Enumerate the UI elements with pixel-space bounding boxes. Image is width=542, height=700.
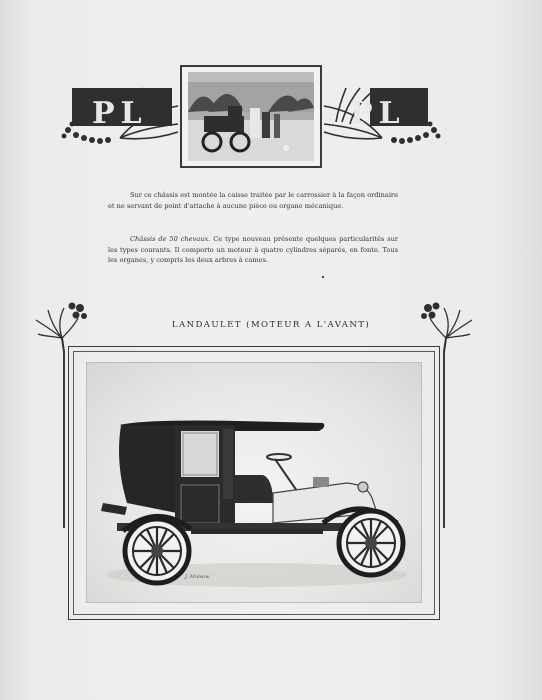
monogram-right: PL — [350, 96, 406, 131]
plate-title: LANDAULET (MOTEUR A L'AVANT) — [171, 320, 371, 330]
landaulet-illustration — [86, 362, 422, 603]
rear-wheel-icon — [125, 519, 189, 583]
monogram-left: PL — [92, 96, 148, 131]
frame-stem-left — [63, 350, 65, 528]
paragraph-2-lead: Châssis de 50 chevaux. — [130, 235, 211, 243]
paragraph-2 — [108, 234, 398, 266]
front-wheel-icon — [339, 511, 403, 575]
vintage-car-photo — [188, 72, 314, 161]
paragraph-2-rest: Ce type nouveau présente quelques particularités sur les types courants. Il comporte un moteur à quatre cylindres séparés, en fonte. Tous les organes, y compris les deux arbres à cames. — [108, 235, 399, 264]
paragraph-1: Sur ce châssis est montée la caisse traitée par le carrossier à la façon ordinaire et ne servant de point d'attache à aucune pièce ou organe mécanique. — [108, 191, 398, 210]
header-photo-frame — [180, 65, 322, 168]
frame-stem-right — [443, 350, 445, 528]
artist-signature: J. Mulsow — [185, 574, 210, 580]
stray-mark — [322, 276, 324, 278]
